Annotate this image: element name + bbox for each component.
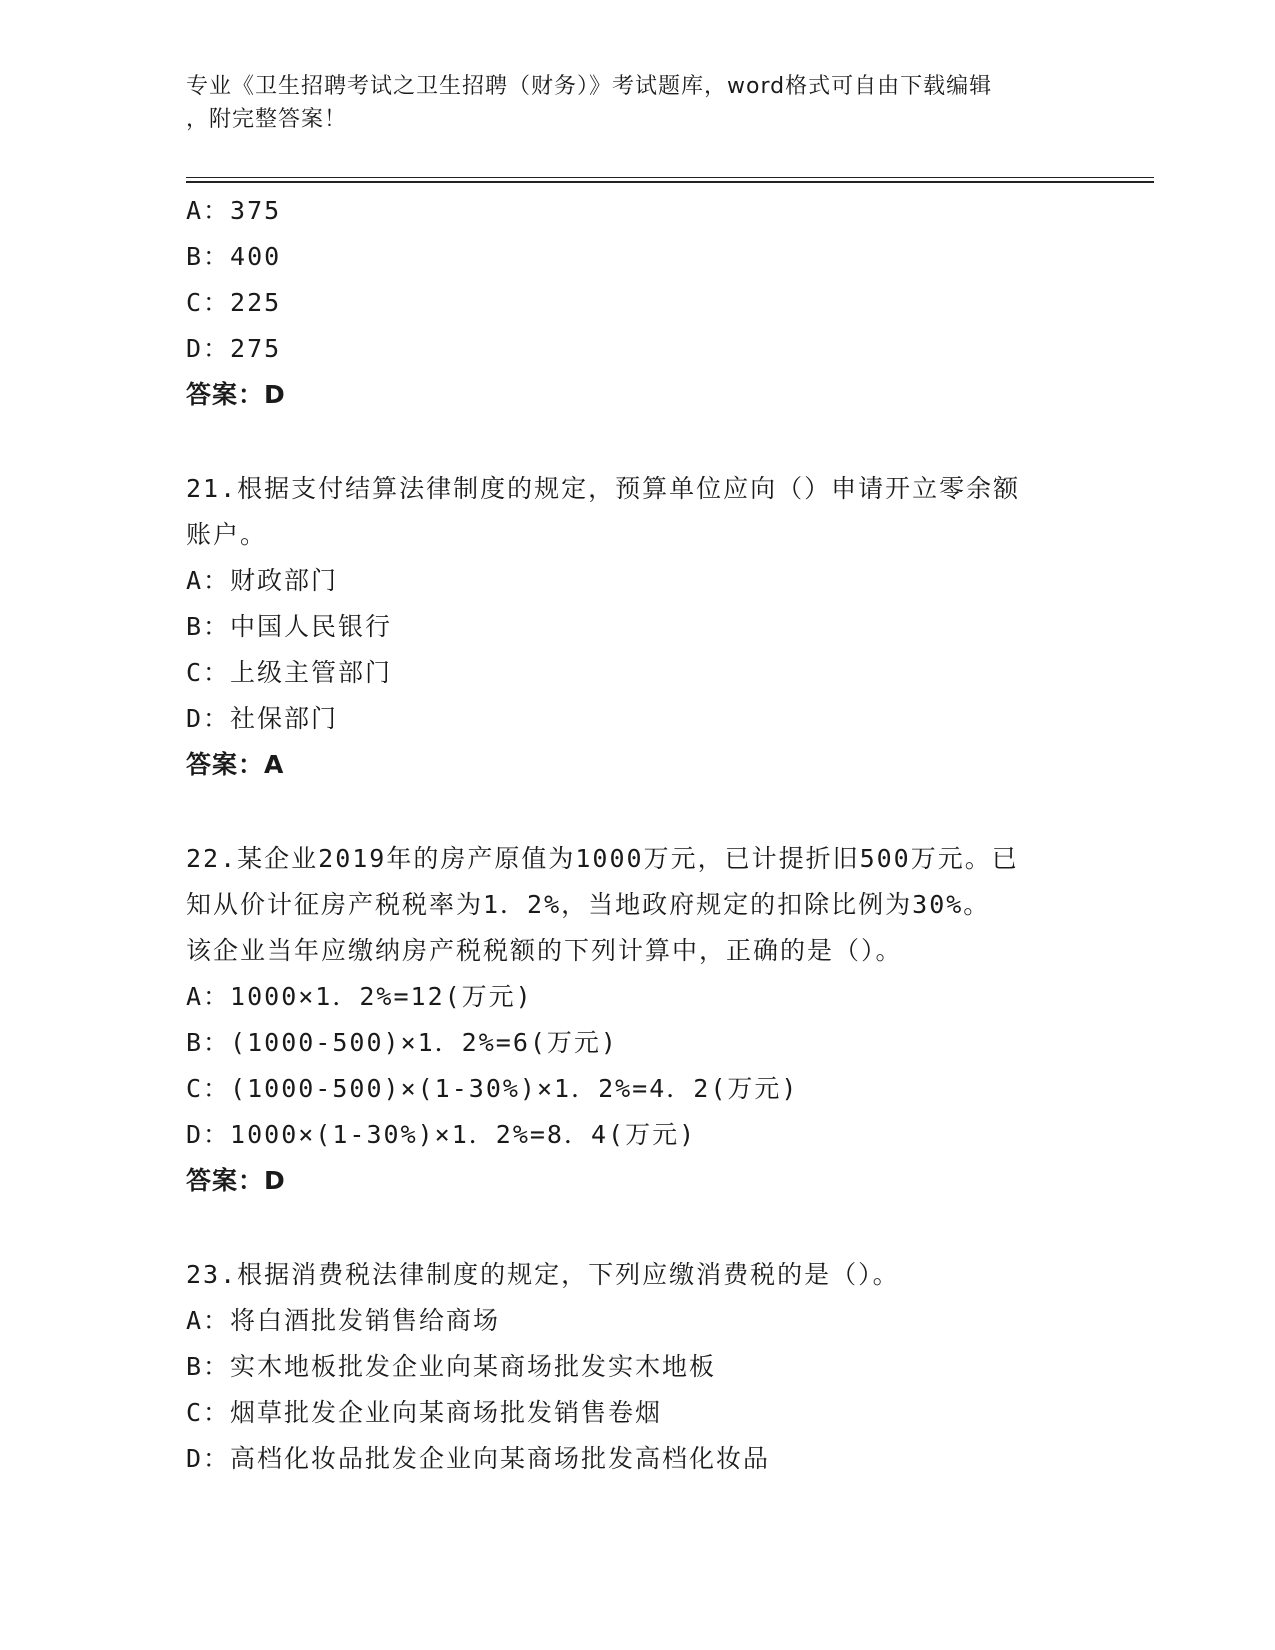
spacer [186,788,1086,836]
header-line-2: ，附完整答案！ [186,107,348,132]
option-b: B：(1000-500)×1．2%=6(万元) [186,1028,618,1057]
header-divider-bottom [186,181,1154,183]
document-header [186,70,1086,136]
question-stem: 22.某企业2019年的房产原值为1000万元，已计提折旧500万元。已 [186,844,1019,873]
option-c: C：225 [186,288,282,317]
question-stem: 该企业当年应缴纳房产税税额的下列计算中，正确的是（）。 [186,936,903,965]
option-b: B：中国人民银行 [186,612,393,641]
option-a: A：将白酒批发销售给商场 [186,1306,501,1335]
question-stem: 账户。 [186,520,268,549]
option-d: D：社保部门 [186,704,339,733]
option-a: A：1000×1．2%=12(万元) [186,982,533,1011]
option-b: B：400 [186,242,282,271]
option-a: A：375 [186,196,282,225]
option-c: C：烟草批发企业向某商场批发销售卷烟 [186,1398,663,1427]
question-stem: 23.根据消费税法律制度的规定，下列应缴消费税的是（）。 [186,1260,900,1289]
option-c: C：上级主管部门 [186,658,393,687]
option-b: B：实木地板批发企业向某商场批发实木地板 [186,1352,717,1381]
spacer [186,1204,1086,1252]
answer: 答案：D [186,1166,286,1195]
answer: 答案：A [186,750,285,779]
question-22 [186,836,1086,1204]
answer: 答案：D [186,380,286,409]
question-20 [186,188,1086,418]
option-d: D：1000×(1-30%)×1．2%=8．4(万元) [186,1120,697,1149]
option-a: A：财政部门 [186,566,339,595]
option-c: C：(1000-500)×(1-30%)×1．2%=4．2(万元) [186,1074,799,1103]
option-d: D：高档化妆品批发企业向某商场批发高档化妆品 [186,1444,771,1473]
question-stem: 21.根据支付结算法律制度的规定，预算单位应向（）申请开立零余额 [186,474,1021,503]
question-23 [186,1252,1086,1482]
question-stem: 知从价计征房产税税率为1．2%，当地政府规定的扣除比例为30%。 [186,890,991,919]
spacer [186,418,1086,466]
header-divider-top [186,177,1154,178]
option-d: D：275 [186,334,282,363]
question-list [186,188,1086,1482]
header-line-1: 专业《卫生招聘考试之卫生招聘（财务）》考试题库，word格式可自由下载编辑 [186,74,993,99]
question-21 [186,466,1086,788]
